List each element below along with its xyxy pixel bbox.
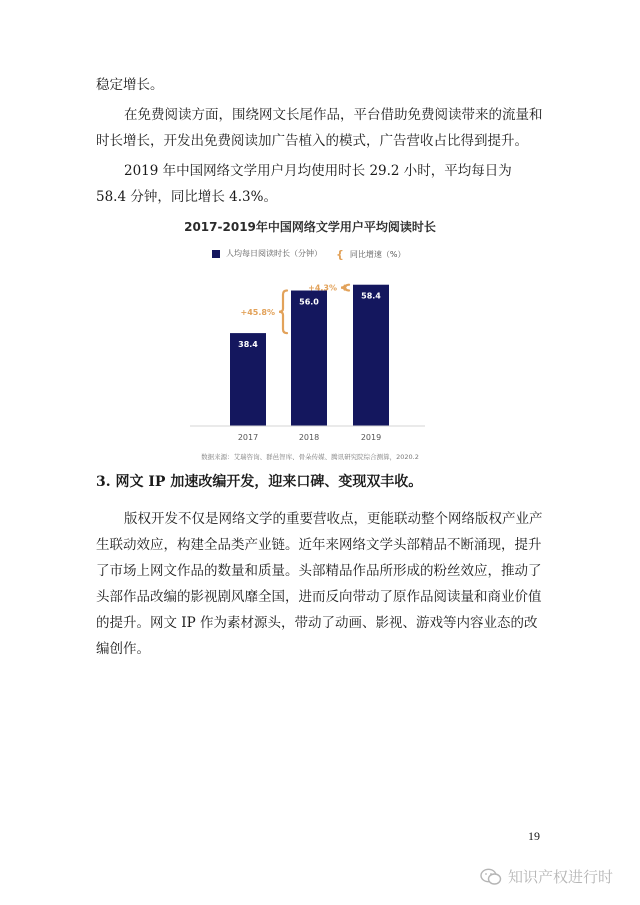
x-tick-label: 2017 bbox=[237, 433, 259, 442]
growth-label: +4.3% bbox=[308, 283, 337, 293]
growth-label: +45.8% bbox=[240, 307, 275, 317]
chart-plot bbox=[160, 212, 460, 447]
paragraph-continuation: 稳定增长。 bbox=[96, 77, 164, 93]
watermark-text: 知识产权进行时 bbox=[508, 868, 614, 886]
section-heading: 3. 网文 IP 加速改编开发，迎来口碑、变现双丰收。 bbox=[96, 474, 423, 490]
x-tick-label: 2019 bbox=[360, 433, 382, 442]
legend-growth-label: 同比增速（%） bbox=[349, 250, 406, 259]
chart-source: 数据来源：艾瑞咨询、群邑智库、骨朵传媒、腾讯研究院综合测算，2020.2 bbox=[201, 453, 419, 461]
growth-brace bbox=[279, 291, 287, 334]
bar-value-label: 58.4 bbox=[361, 291, 381, 301]
paragraph-free-reading: 在免费阅读方面，围绕网文长尾作品，平台借助免费阅读带来的流量和时长增长，开发出免费阅读加广告植入的模式，广告营收占比得到提升。 bbox=[96, 107, 543, 149]
bar-2018 bbox=[291, 291, 327, 426]
legend-brace-icon: { bbox=[336, 248, 344, 261]
bar-value-label: 38.4 bbox=[238, 340, 258, 350]
x-tick-label: 2018 bbox=[298, 433, 320, 442]
bar-2019 bbox=[353, 285, 389, 426]
page-number: 19 bbox=[528, 829, 540, 843]
watermark bbox=[480, 866, 613, 887]
paragraph-usage-stats: 2019 年中国网络文学用户月均使用时长 29.2 小时，平均每日为 58.4 分钟，同比增长 4.3%。 bbox=[96, 163, 512, 205]
bar-value-label: 56.0 bbox=[299, 297, 319, 307]
chart-title: 2017-2019年中国网络文学用户平均阅读时长 bbox=[184, 220, 436, 234]
growth-brace bbox=[341, 285, 349, 291]
wechat-icon bbox=[480, 868, 502, 886]
paragraph-ip-adaptation: 版权开发不仅是网络文学的重要营收点，更能联动整个网络版权产业产生联动效应，构建全品类产业链。近年来网络文学头部精品不断涌现，提升了市场上网文作品的数量和质量。头部精品作品所形成的粉丝效应，推动了头部作品改编的影视剧风靡全国，进而反向带动了原作品阅读量和商业价值的提升。网文 IP 作为素材源头，带动了动画、影视、游戏等内容业态的改编创作。 bbox=[96, 511, 543, 657]
legend-series-label: 人均每日阅读时长（分钟） bbox=[226, 249, 322, 258]
reading-time-chart bbox=[160, 212, 460, 470]
